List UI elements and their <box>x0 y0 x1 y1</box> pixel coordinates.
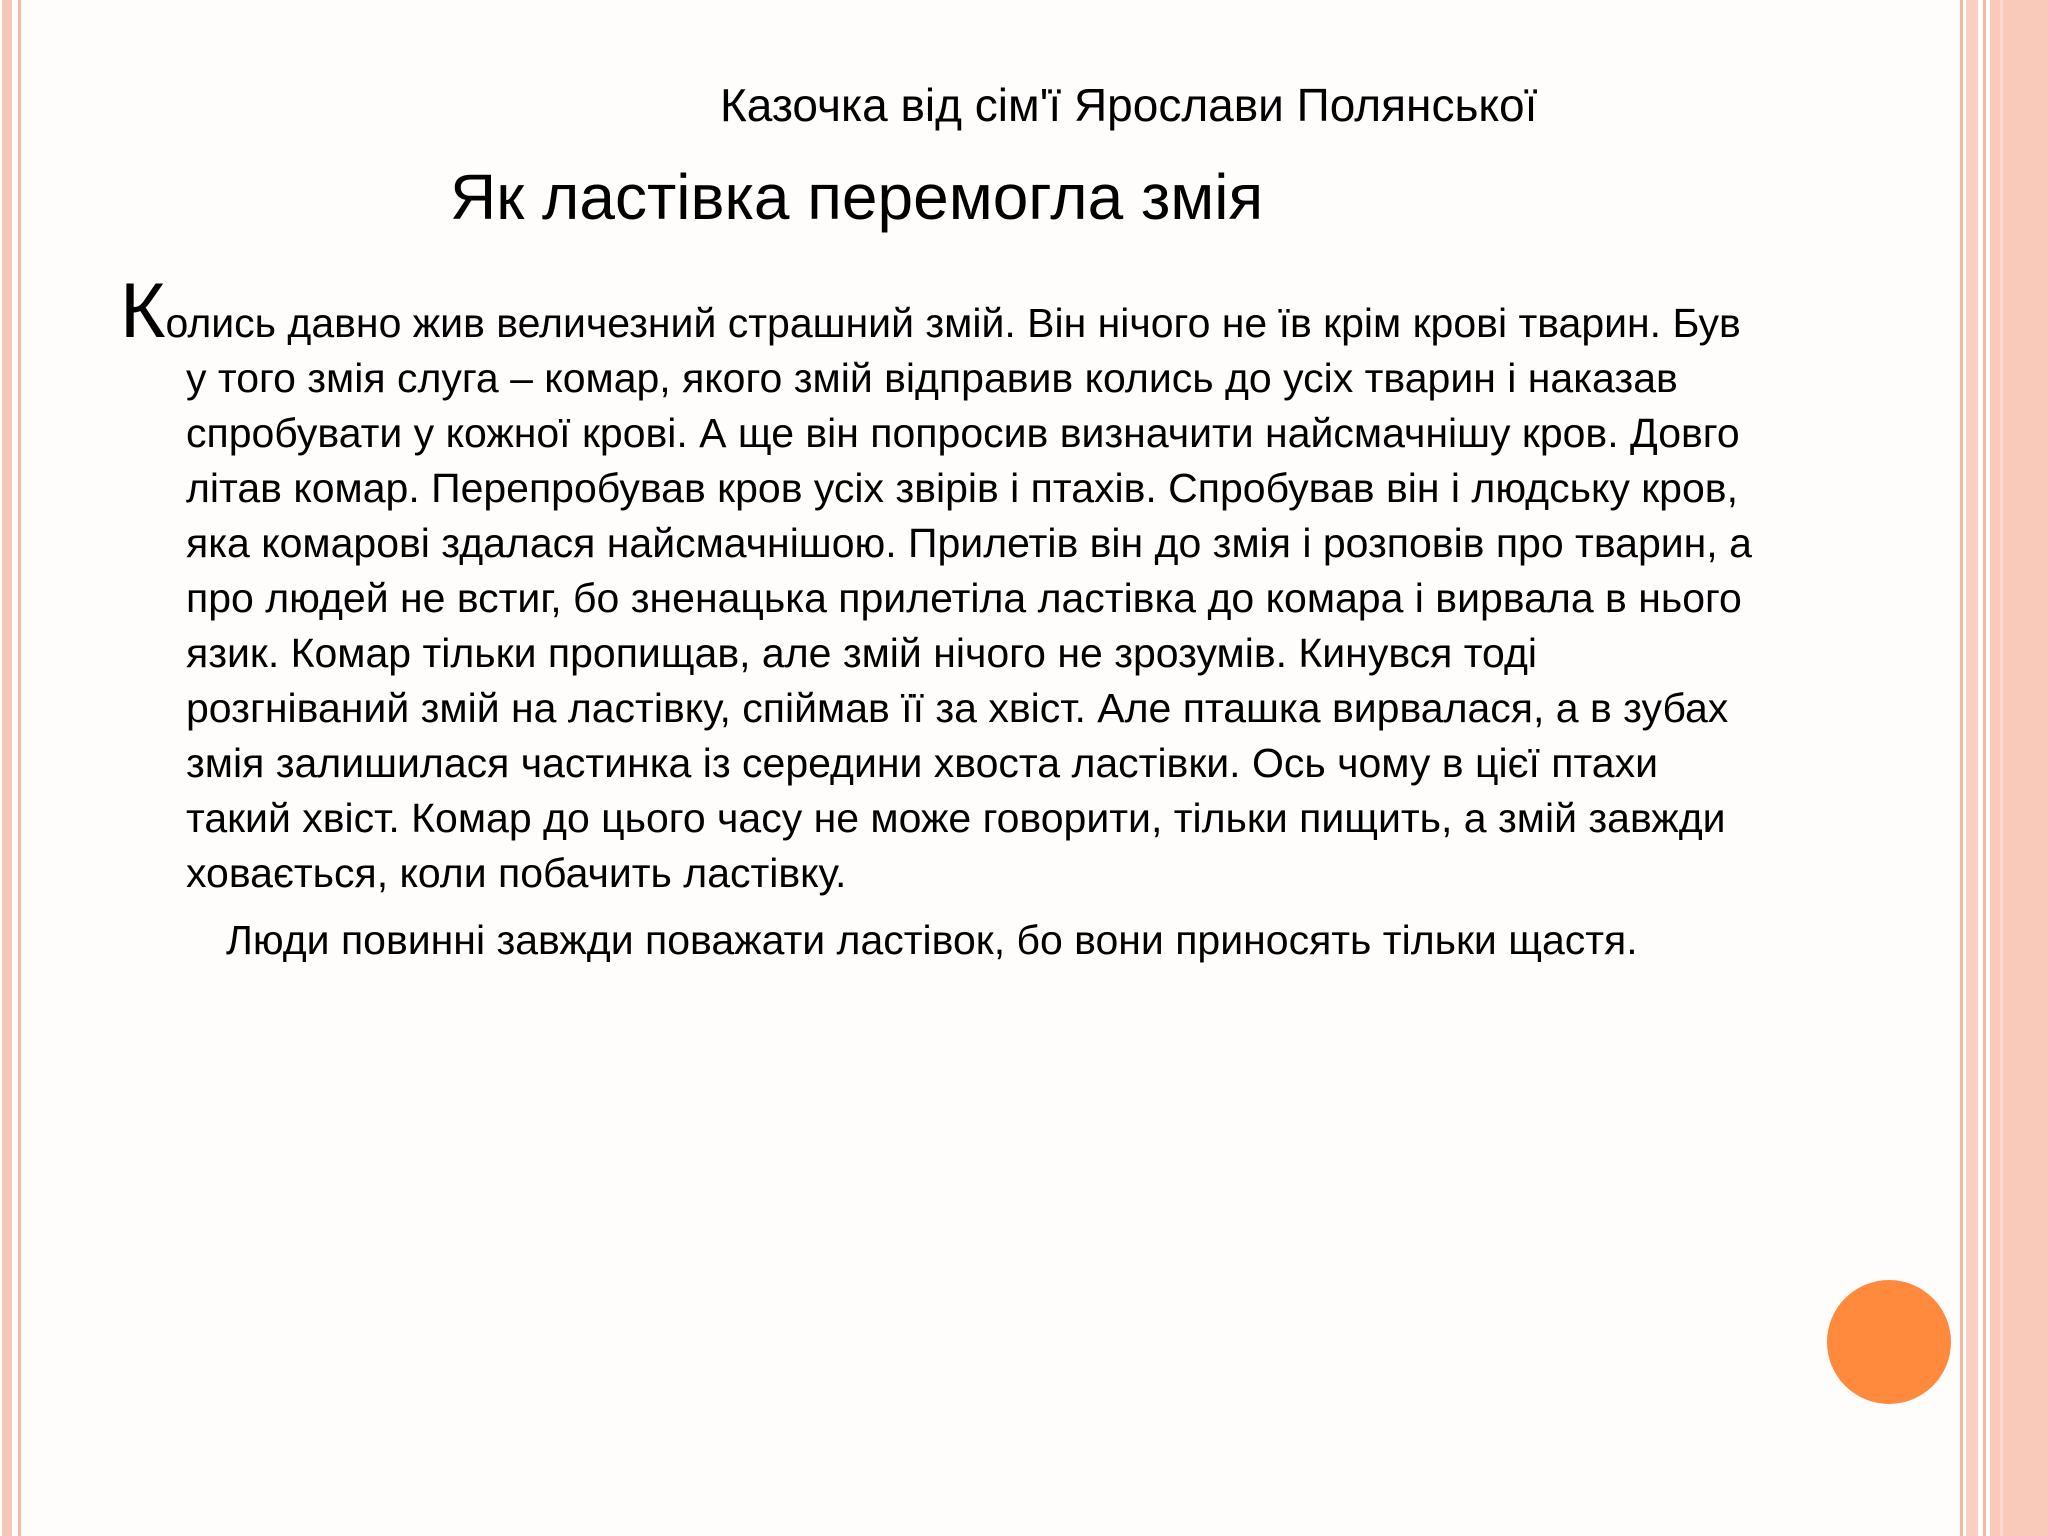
right-border-line-2 <box>1983 0 1986 1536</box>
left-border-stripe <box>2 0 12 1536</box>
slide-subtitle: Казочка від сім'ї Ярослави Полянської <box>720 79 1538 131</box>
drop-cap-letter: К <box>120 266 166 354</box>
story-paragraph-1-text: олись давно жив величезний страшний змій. Він нічого не їв крім крові тварин. Був у того змія слуга – комар, якого змій відправив колись до усіх тварин і наказав спробувати у кожної крові. А ще він попросив визначити найсмачнішу кров. Довго літав комар. Перепробував кров усіх звірів і птахів. Спробував він і людську кров, яка комарові здалася найсмачнішою. Прилетів він до змія і розповів про тварин, а про людей не встиг, бо зненацька прилетіла ластівка до комара і вирвала в нього язик. Комар тільки пропищав, але змій нічого не зрозумів. Кинувся тоді розгніваний змій на ластівку, спіймав її за хвіст. Але пташка вирвалася, а в зубах змія залишилася частинка із середини хвоста ластівки. Ось чому в цієї птахи такий хвіст. Комар до цього часу не може говорити, тільки пищить, а змій завжди ховається, коли побачить ластівку. <box>165 300 1752 896</box>
right-border-line-3 <box>2000 0 2003 1536</box>
slide-title: Як ластівка перемогла змія <box>450 161 1264 233</box>
orange-circle-decoration <box>1827 1280 1951 1404</box>
story-paragraph-1 <box>120 266 1766 901</box>
right-border-stripe-2 <box>1990 0 2048 1536</box>
story-paragraph-2: Люди повинні завжди поважати ластівок, бо вони приносять тільки щастя. <box>226 917 1638 963</box>
left-border-line <box>18 0 21 1536</box>
story-body <box>120 266 1766 968</box>
right-border-stripe-1 <box>1966 0 1978 1536</box>
right-border-line-1 <box>1960 0 1963 1536</box>
